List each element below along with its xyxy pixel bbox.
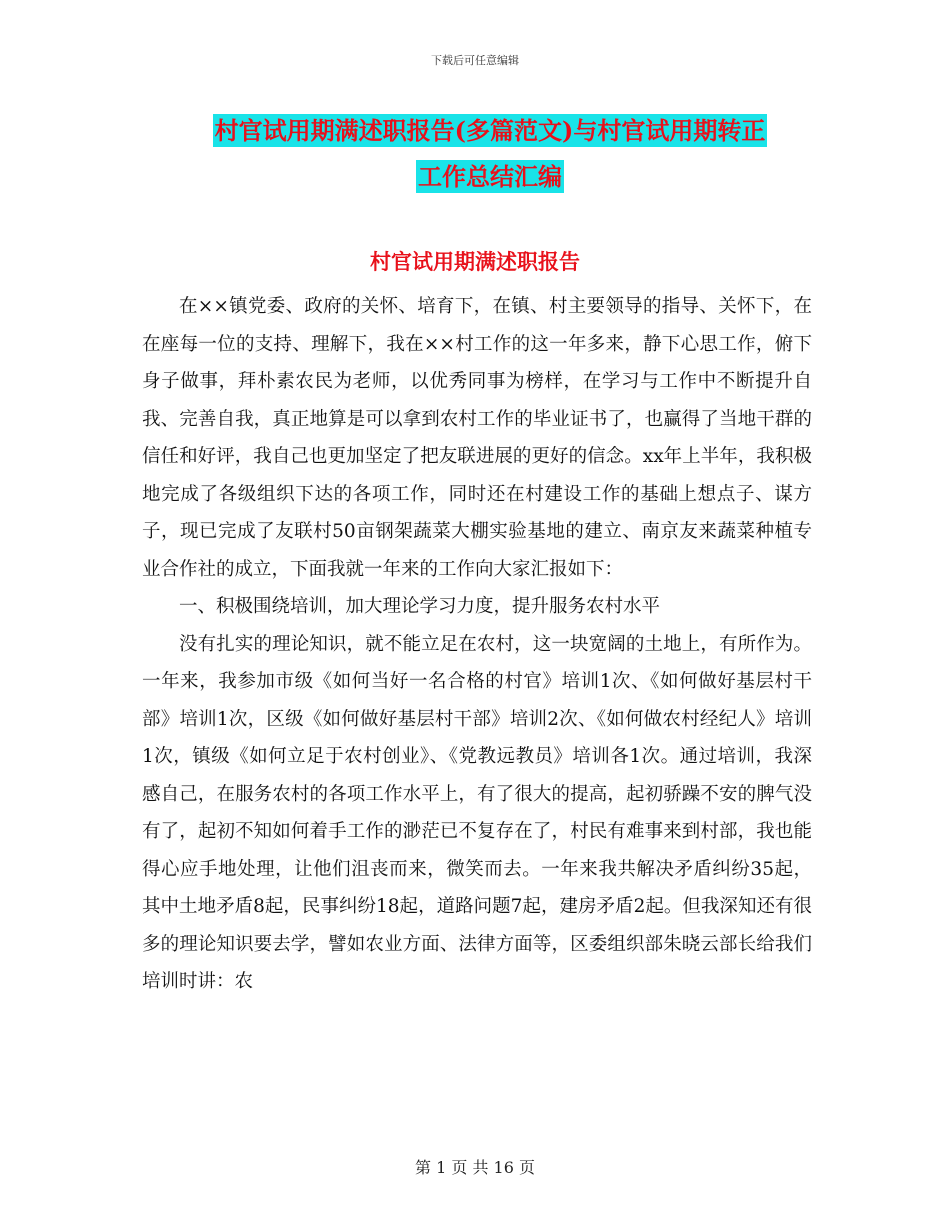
- document-body: [142, 288, 812, 1001]
- document-title-line-1: 村官试用期满述职报告(多篇范文)与村官试用期转正: [214, 116, 766, 145]
- document-title-line-2: 工作总结汇编: [418, 162, 562, 191]
- paragraph-heading: 一、积极围绕培训，加大理论学习力度，提升服务农村水平: [179, 596, 661, 617]
- section-title: 村官试用期满述职报告: [370, 249, 580, 274]
- paragraph: 在××镇党委、政府的关怀、培育下，在镇、村主要领导的指导、关怀下，在在座每一位的支持、理解下，我在××村工作的这一年多来，静下心思工作，俯下身子做事，拜朴素农民为老师，以优秀同事为榜样，在学习与工作中不断提升自我、完善自我，真正地算是可以拿到农村工作的毕业证书了，也赢得了当地干群的信任和好评，我自己也更加坚定了把友联进展的更好的信念。xx年上半年，我积极地完成了各级组织下达的各项工作，同时还在村建设工作的基础上想点子、谋方子，现已完成了友联村50亩钢架蔬菜大棚实验基地的建立、南京友来蔬菜种植专业合作社的成立，下面我就一年来的工作向大家汇报如下：: [142, 296, 812, 580]
- page-header-note: 下载后可任意编辑: [431, 54, 519, 67]
- document-title: [150, 108, 830, 200]
- page-number: 第 1 页 共 16 页: [415, 1158, 535, 1177]
- paragraph: 没有扎实的理论知识，就不能立足在农村，这一块宽阔的土地上，有所作为。一年来，我参加市级《如何当好一名合格的村官》培训1次、《如何做好基层村干部》培训1次，区级《如何做好基层村干部》培训2次、《如何做农村经纪人》培训1次，镇级《如何立足于农村创业》、《党教远教员》培训各1次。通过培训，我深感自己，在服务农村的各项工作水平上，有了很大的提高，起初骄躁不安的脾气没有了，起初不知如何着手工作的渺茫已不复存在了，村民有难事来到村部，我也能得心应手地处理，让他们沮丧而来，微笑而去。一年来我共解决矛盾纠纷35起，其中土地矛盾8起，民事纠纷18起，道路问题7起，建房矛盾2起。但我深知还有很多的理论知识要去学，譬如农业方面、法律方面等，区委组织部朱晓云部长给我们培训时讲：农: [142, 633, 812, 992]
